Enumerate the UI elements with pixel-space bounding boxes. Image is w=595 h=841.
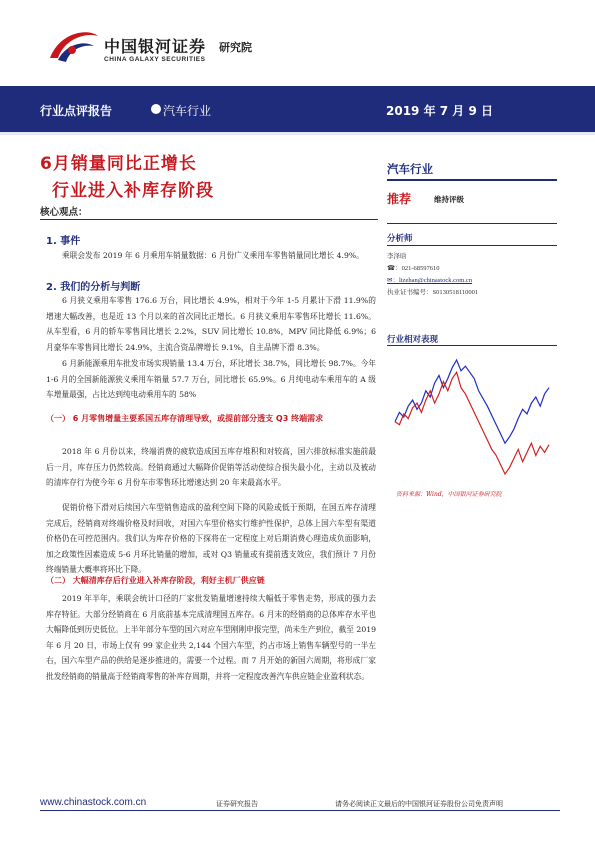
core-viewpoint-label: 核心观点： [40, 207, 88, 218]
sidebar-industry: 汽车行业 [387, 162, 433, 176]
section-1-title: 1. 事件 [46, 236, 81, 247]
core-divider [40, 219, 378, 220]
subsection-1-paragraph-2: 促销价格下滑对后续国六车型销售造成的盈利空间下降的风险或低于预期，在国五库存清理完成后，经销商对终端价格及时回收，对国六车型价格实行维护性保护，总体上国六车型有渠道价格仍在可控范围内。我们认为库存价格的下探将在一定程度上对后期消费心理造成负面影响，加之政策性因素造成 5-6 月环比销量的增加，或对 Q3 销量或有提前透支效应，我们预计 7 月份终端销量大概率将环比下降。 [46, 503, 376, 574]
analyst-name: 李泽晗 [387, 253, 407, 260]
subsection-1-paragraph-1: 2018 年 6 月份以来，终端消费的疲软造成国五库存堆积和对较高，国六排放标准实施前最后一月，库存压力仍然较高。经销商通过大幅降价促销等活动使综合损失最小化，主动以及被动的清库存行为使今年 6 月份车市零售环比增速达到 20 年来最高水平。 [46, 447, 376, 487]
footer-report-type: 证券研究报告 [216, 800, 258, 808]
recommendation-badge: 推荐 [387, 192, 412, 206]
brand-name-en: CHINA GALAXY SECURITIES [104, 56, 206, 63]
subsection-1-title: （一） 6 月零售增量主要系国五库存清理导致，或提前部分透支 Q3 终端需求 [46, 414, 324, 423]
analyst-phone: ☎：021-68597610 [387, 265, 440, 272]
analyst-license: 执业证书编号：S0130518110001 [387, 289, 479, 296]
subsection-2-paragraph: 2019 年半年，乘联会统计口径的厂家批发销量增速持续大幅低于零售走势，形成的强力去库存特征。大部分经销商在 6 月底前基本完成清理国五库存。6 月末的经销商的总体库存水平也大幅降低到历史低位。上半年部分车型的国六对应车型刚刚申报完型，尚未生产到位，截至 2019 年 6 月 20 日，市场上仅有 99 家企业共 2,144 个国六车型，约占市场上销售车辆型号的一半左右，国六车型产品的供给是逐步推进的，需要一个过程。而 7 月开始的新国六周期，将形成厂家批发经销商的销量高于经销商零售的补库存周期，并将一定程度改善汽车供应链企业盈利状态。 [46, 594, 376, 681]
report-type: 行业点评报告 [40, 104, 113, 118]
sidebar-divider-3 [387, 245, 557, 246]
header-underline [0, 132, 595, 135]
sidebar-divider-4 [387, 345, 557, 346]
sidebar-divider-2 [387, 223, 557, 224]
footer-url-link[interactable]: www.chinastock.com.cn [40, 797, 147, 808]
report-industry: 汽车行业 [163, 104, 212, 118]
section-2-title: 2. 我们的分析与判断 [46, 282, 141, 293]
brand-institute: 研究院 [219, 41, 252, 54]
analyst-email-link[interactable]: ✉：lizehan@chinastock.com.cn [387, 277, 473, 284]
subsection-2-title: （二） 大幅清库存后行业进入补库存阶段，利好主机厂供应链 [46, 576, 265, 585]
title-line-1: 6月销量同比正增长 [40, 154, 197, 174]
section-2-paragraph-1: 6 月狭义乘用车零售 176.6 万台，同比增长 4.9%，相对于今年 1-5 月累计下滑 11.9%的增速大幅改善，也是近 13 个月以来的首次同比正增长。6 月狭义乘用车零售环比增长 11.6%。从车型看，6 月的轿车零售同比增长 2.2%，SUV 同比增长 10.8%，MPV 同比降低 6.9%；6 月豪华车零售同比增长 24.9%，主流合资品牌增长 9.1%，自主品牌下滑 8.3%。 [46, 296, 376, 352]
bullet-icon [151, 104, 161, 114]
chart-source: 资料来源：Wind，中国银河证券研究院 [396, 491, 502, 498]
sidebar-divider-1 [387, 179, 557, 181]
relative-performance-chart [387, 352, 557, 482]
report-date: 2019 年 7 月 9 日 [386, 104, 493, 118]
section-1-paragraph: 乘联会发布 2019 年 6 月乘用车销量数据：6 月份广义乘用车零售销量同比增长 4.9%。 [62, 251, 364, 260]
rating-text: 维持评级 [434, 195, 464, 204]
footer-divider [40, 810, 560, 811]
footer-disclaimer: 请务必阅读正文最后的中国银河证券股份公司免责声明 [335, 800, 503, 808]
chart-series-line-2 [395, 372, 549, 474]
galaxy-logo-icon [44, 26, 102, 66]
section-2-paragraph-2: 6 月新能源乘用车批发市场实现销量 13.4 万台，环比增长 38.7%，同比增长 98.7%。今年 1-6 月的全国新能源狭义乘用车销量 57.7 万台，同比增长 65.9%。6 月纯电动车乘用车的 A 级车增量最强，占比达到纯电动乘用车的 58% [46, 359, 376, 399]
brand-name: 中国银河证券 [104, 37, 207, 56]
chart-series-line-1 [395, 360, 549, 443]
title-line-2: 行业进入补库存阶段 [52, 181, 214, 201]
relative-performance-label: 行业相对表现 [387, 335, 439, 345]
analyst-label: 分析师 [387, 234, 413, 244]
